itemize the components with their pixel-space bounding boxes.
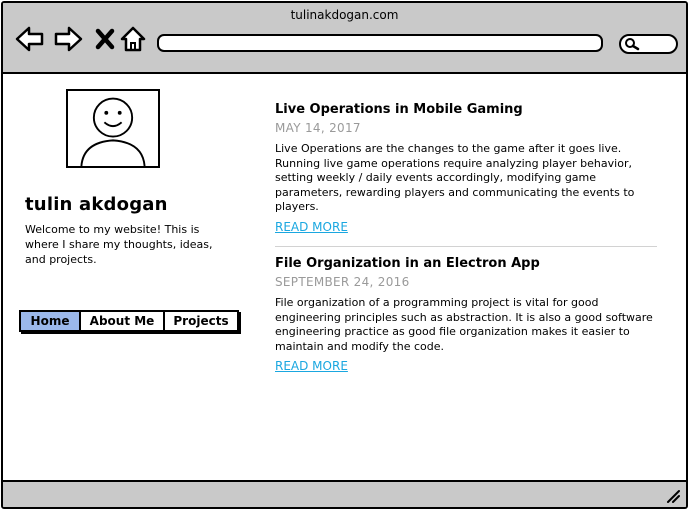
browser-toolbar <box>3 3 686 74</box>
post-title[interactable]: File Organization in an Electron App <box>275 256 540 271</box>
home-icon[interactable] <box>118 25 148 53</box>
intro-text: Welcome to my website! This is where I share my thoughts, ideas, and projects. <box>25 223 213 266</box>
post-body: File organization of a programming project is vital for good engineering principles such as abstraction. It is also a good software engineering practice as good file organization makes it easier to maintain and modify the code. <box>275 296 653 353</box>
read-more-link[interactable]: READ MORE <box>275 359 348 373</box>
tab-projects[interactable]: Projects <box>173 314 229 328</box>
post-title[interactable]: Live Operations in Mobile Gaming <box>275 102 523 117</box>
page-content <box>3 74 686 482</box>
stop-icon[interactable] <box>91 25 121 53</box>
avatar <box>66 89 160 168</box>
tab-about-me[interactable]: About Me <box>81 312 165 330</box>
read-more-link[interactable]: READ MORE <box>275 219 348 234</box>
resize-handle-icon[interactable] <box>666 489 680 503</box>
browser-window <box>1 1 688 509</box>
post-date: SEPTEMBER 24, 2016 <box>275 275 410 289</box>
post-divider <box>275 246 657 247</box>
search-input[interactable] <box>619 34 678 54</box>
site-name: tulin akdogan <box>25 194 168 215</box>
back-arrow-icon[interactable] <box>15 25 45 53</box>
blog-post <box>275 255 660 374</box>
tab-home[interactable]: Home <box>21 312 81 330</box>
address-bar[interactable] <box>157 34 603 52</box>
search-icon <box>624 37 640 51</box>
user-avatar-icon <box>68 91 158 166</box>
post-date: MAY 14, 2017 <box>275 121 361 135</box>
window-title: tulinakdogan.com <box>290 8 399 22</box>
status-bar <box>3 480 686 507</box>
nav-tabs <box>19 310 239 332</box>
forward-arrow-icon[interactable] <box>53 25 83 53</box>
blog-post <box>275 101 660 235</box>
post-body: Live Operations are the changes to the game after it goes live. Running live game operations require analyzing player behavior, setting weekly / daily events accordingly, modifying game parameters, rewarding players and communicating the events to players. <box>275 142 635 213</box>
